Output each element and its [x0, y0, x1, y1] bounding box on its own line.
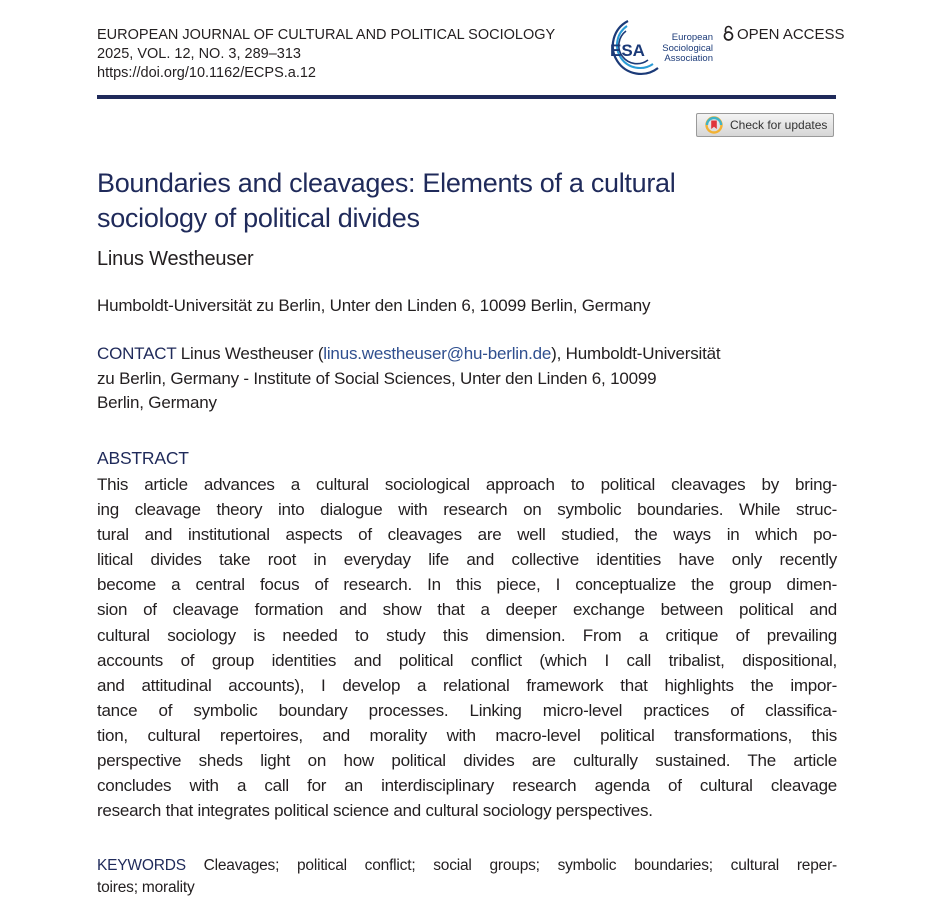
- abstract-line: concludes with a call for an interdisciplinary research agenda of cultural cleavage: [97, 776, 837, 796]
- abstract-line: tural and institutional aspects of cleavages are well studied, the ways in which po-: [97, 525, 837, 545]
- abstract-line: become a central focus of research. In this piece, I conceptualize the group dimen-: [97, 575, 837, 595]
- contact-name: Linus Westheuser (: [180, 344, 324, 363]
- keywords-block: [97, 855, 837, 899]
- check-for-updates-label: Check for updates: [730, 118, 828, 132]
- abstract-line: This article advances a cultural sociological approach to political cleavages by bring-: [97, 475, 837, 494]
- abstract-line: cultural sociology is needed to study this dimension. From a critique of prevailing: [97, 625, 837, 645]
- esa-name: [661, 33, 713, 65]
- esa-name-line3: Association: [664, 53, 713, 64]
- abstract-body: [97, 472, 837, 823]
- abstract-line: research that integrates political science and cultural sociology perspectives.: [97, 801, 653, 821]
- esa-name-line2: Sociological: [662, 42, 713, 54]
- contact-email-link[interactable]: linus.westheuser@hu-berlin.de: [323, 344, 552, 363]
- abstract-line: litical divides take root in everyday life and collective identities have only recently: [97, 550, 837, 570]
- abstract-heading: ABSTRACT: [97, 448, 189, 468]
- title-line-2: sociology of political divides: [97, 203, 420, 233]
- abstract-line: tance of symbolic boundary processes. Linking micro-level practices of classifica-: [97, 700, 837, 720]
- abstract-line: tion, cultural repertoires, and morality with macro-level political transformations, this: [97, 725, 837, 745]
- author-name: Linus Westheuser: [97, 248, 254, 270]
- contact-block: [97, 342, 842, 416]
- open-access-badge: [723, 25, 845, 43]
- esa-name-line1: European: [671, 32, 713, 43]
- abstract-line: perspective sheds light on how political divides are culturally sustained. The article: [97, 751, 837, 771]
- contact-line-3: Berlin, Germany: [97, 393, 217, 412]
- doi-link[interactable]: https://doi.org/10.1162/ECPS.a.12: [97, 65, 316, 81]
- journal-header: [97, 26, 555, 83]
- citation: 2025, VOL. 12, NO. 3, 289–313: [97, 46, 301, 62]
- keywords-label: KEYWORDS: [97, 857, 186, 874]
- abstract-line: and attitudinal accounts), I develop a relational framework that highlights the impor-: [97, 675, 837, 695]
- keywords-line-1: Cleavages; political conflict; social groups; symbolic boundaries; cultural reper-: [203, 857, 837, 874]
- affiliation: Humboldt-Universität zu Berlin, Unter den Linden 6, 10099 Berlin, Germany: [97, 296, 651, 315]
- article-title: [97, 166, 837, 236]
- title-line-1: Boundaries and cleavages: Elements of a cultural: [97, 168, 676, 198]
- abstract-line: sion of cleavage formation and show that a deeper exchange between political and: [97, 600, 837, 620]
- journal-name: EUROPEAN JOURNAL OF CULTURAL AND POLITICAL SOCIOLOGY: [97, 27, 556, 43]
- crossmark-icon: [705, 116, 723, 134]
- abstract-line: accounts of group identities and political conflict (which I call tribalist, dispositional,: [97, 650, 837, 670]
- abstract-line: ing cleavage theory into dialogue with research on symbolic boundaries. While struc-: [97, 500, 837, 520]
- contact-line-2: zu Berlin, Germany - Institute of Social Sciences, Unter den Linden 6, 10099: [97, 368, 657, 388]
- check-for-updates-button[interactable]: [696, 113, 834, 137]
- open-lock-icon: [723, 25, 734, 41]
- contact-rest: ), Humboldt-Universität: [551, 344, 721, 363]
- contact-label: CONTACT: [97, 344, 177, 363]
- keywords-line-2: toires; morality: [97, 879, 195, 896]
- header-rule: [97, 95, 836, 99]
- logo-mark: ESA: [610, 41, 645, 60]
- open-access-label: OPEN ACCESS: [737, 26, 845, 43]
